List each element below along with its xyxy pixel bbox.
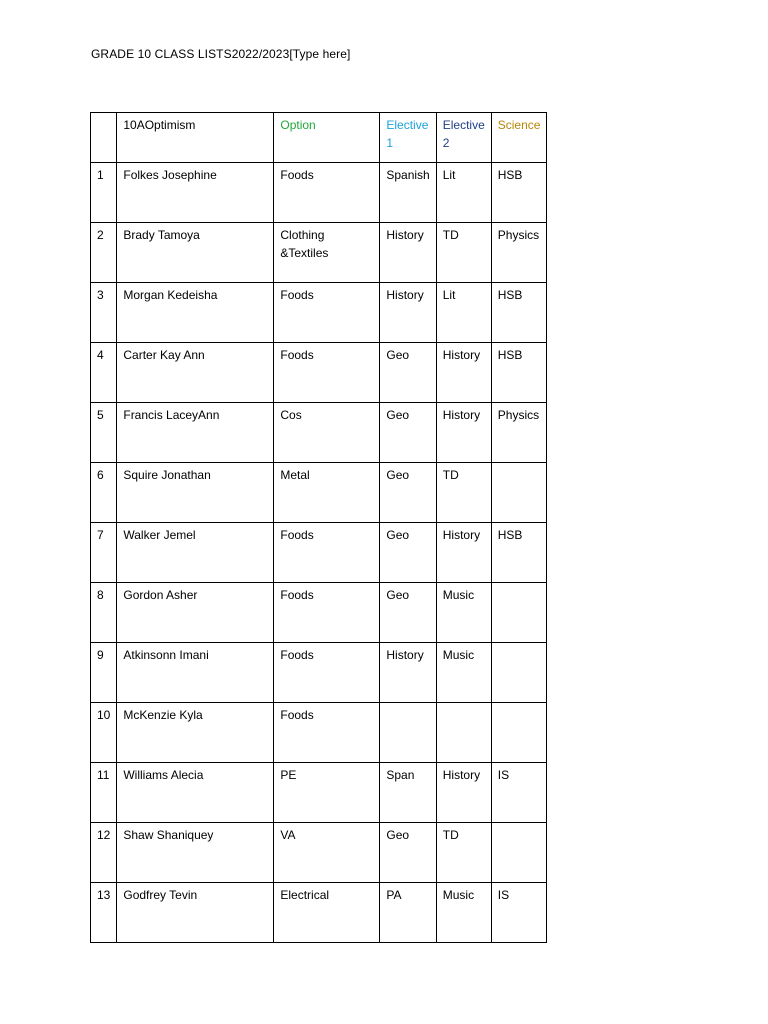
- elective-1-cell: Geo: [380, 823, 436, 883]
- elective-1-cell: History: [380, 643, 436, 703]
- science-cell: [491, 823, 547, 883]
- student-name: Brady Tamoya: [117, 223, 274, 283]
- elective-2-cell: Lit: [436, 283, 491, 343]
- science-cell: [491, 463, 547, 523]
- table-row: [91, 223, 547, 283]
- elective-2-cell: History: [436, 403, 491, 463]
- option-cell: Foods: [274, 523, 380, 583]
- table-row: [91, 823, 547, 883]
- table-row: [91, 343, 547, 403]
- elective-1-cell: Spanish: [380, 163, 436, 223]
- page-title: GRADE 10 CLASS LISTS2022/2023[Type here]: [91, 47, 351, 61]
- table-row: [91, 703, 547, 763]
- row-number: 4: [91, 343, 117, 403]
- row-number: 5: [91, 403, 117, 463]
- row-number: 9: [91, 643, 117, 703]
- row-number: 1: [91, 163, 117, 223]
- table-row: [91, 463, 547, 523]
- science-cell: HSB: [491, 283, 547, 343]
- student-name: Folkes Josephine: [117, 163, 274, 223]
- row-number: 2: [91, 223, 117, 283]
- elective-1-cell: [380, 703, 436, 763]
- science-cell: HSB: [491, 523, 547, 583]
- option-cell: Foods: [274, 343, 380, 403]
- student-name: Squire Jonathan: [117, 463, 274, 523]
- option-cell: Electrical: [274, 883, 380, 943]
- option-cell: PE: [274, 763, 380, 823]
- elective-1-cell: Geo: [380, 583, 436, 643]
- table-row: [91, 523, 547, 583]
- elective-2-cell: TD: [436, 463, 491, 523]
- student-name: Williams Alecia: [117, 763, 274, 823]
- elective-1-cell: Geo: [380, 403, 436, 463]
- elective-2-cell: History: [436, 763, 491, 823]
- table-row: [91, 583, 547, 643]
- science-cell: Physics: [491, 403, 547, 463]
- option-cell: Foods: [274, 283, 380, 343]
- option-cell: Foods: [274, 703, 380, 763]
- elective-2-cell: TD: [436, 823, 491, 883]
- header-option: Option: [274, 113, 380, 163]
- student-name: Carter Kay Ann: [117, 343, 274, 403]
- science-cell: [491, 703, 547, 763]
- option-cell: Metal: [274, 463, 380, 523]
- option-cell: Foods: [274, 643, 380, 703]
- elective-1-cell: Geo: [380, 463, 436, 523]
- elective-2-cell: Music: [436, 643, 491, 703]
- elective-2-cell: [436, 703, 491, 763]
- elective-1-cell: History: [380, 283, 436, 343]
- option-cell: VA: [274, 823, 380, 883]
- science-cell: [491, 583, 547, 643]
- table-row: [91, 403, 547, 463]
- option-cell: Foods: [274, 583, 380, 643]
- science-cell: Physics: [491, 223, 547, 283]
- row-number: 11: [91, 763, 117, 823]
- row-number: 13: [91, 883, 117, 943]
- row-number: 3: [91, 283, 117, 343]
- option-cell: Foods: [274, 163, 380, 223]
- elective-1-cell: History: [380, 223, 436, 283]
- student-name: Godfrey Tevin: [117, 883, 274, 943]
- row-number: 10: [91, 703, 117, 763]
- table-row: [91, 883, 547, 943]
- table-row: [91, 643, 547, 703]
- elective-1-cell: Span: [380, 763, 436, 823]
- elective-1-cell: Geo: [380, 523, 436, 583]
- header-elective-1: Elective 1: [380, 113, 436, 163]
- option-cell: Cos: [274, 403, 380, 463]
- science-cell: HSB: [491, 343, 547, 403]
- science-cell: IS: [491, 763, 547, 823]
- elective-2-cell: Music: [436, 883, 491, 943]
- elective-2-cell: History: [436, 523, 491, 583]
- elective-2-cell: Lit: [436, 163, 491, 223]
- student-name: Walker Jemel: [117, 523, 274, 583]
- table-row: [91, 283, 547, 343]
- header-number: [91, 113, 117, 163]
- student-name: Morgan Kedeisha: [117, 283, 274, 343]
- science-cell: IS: [491, 883, 547, 943]
- science-cell: [491, 643, 547, 703]
- row-number: 7: [91, 523, 117, 583]
- student-name: Shaw Shaniquey: [117, 823, 274, 883]
- header-class-name: 10AOptimism: [117, 113, 274, 163]
- elective-1-cell: PA: [380, 883, 436, 943]
- elective-2-cell: TD: [436, 223, 491, 283]
- student-name: Atkinsonn Imani: [117, 643, 274, 703]
- row-number: 12: [91, 823, 117, 883]
- student-name: Francis LaceyAnn: [117, 403, 274, 463]
- student-name: Gordon Asher: [117, 583, 274, 643]
- header-science: Science: [491, 113, 547, 163]
- elective-2-cell: Music: [436, 583, 491, 643]
- header-elective-2: Elective 2: [436, 113, 491, 163]
- row-number: 8: [91, 583, 117, 643]
- science-cell: HSB: [491, 163, 547, 223]
- table-row: [91, 163, 547, 223]
- student-name: McKenzie Kyla: [117, 703, 274, 763]
- header-row: [91, 113, 547, 163]
- class-list-table: [90, 112, 547, 943]
- option-cell: Clothing &Textiles: [274, 223, 380, 283]
- elective-2-cell: History: [436, 343, 491, 403]
- table-row: [91, 763, 547, 823]
- elective-1-cell: Geo: [380, 343, 436, 403]
- row-number: 6: [91, 463, 117, 523]
